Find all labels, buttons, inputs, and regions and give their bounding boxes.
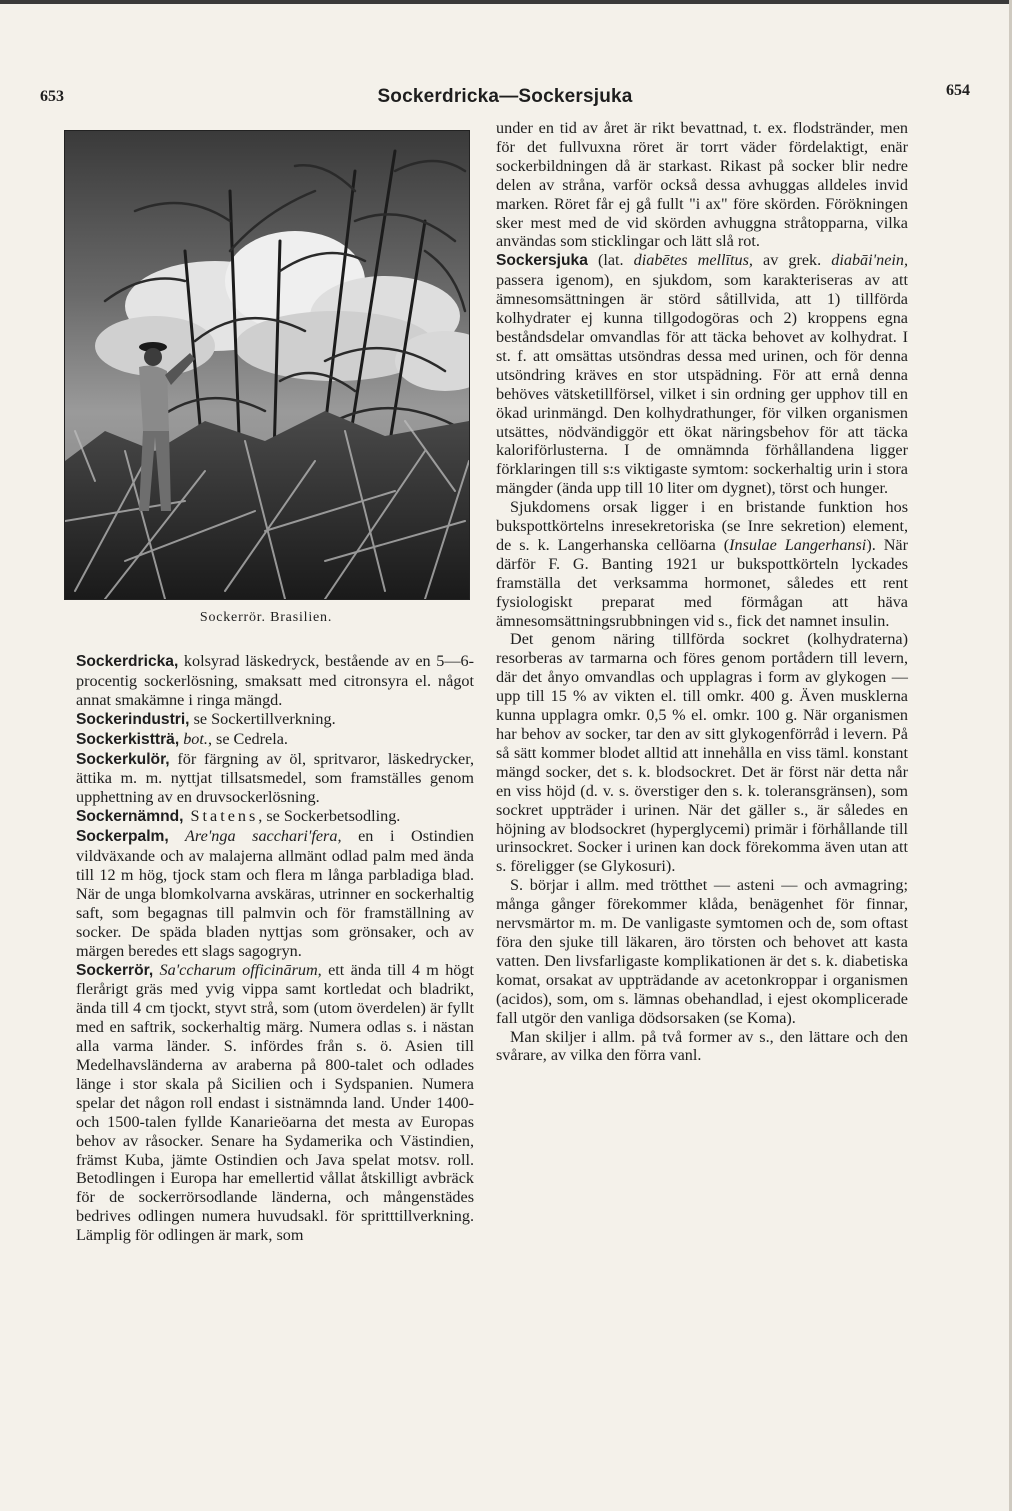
entry-sockerdricka: Sockerdricka, kolsyrad läskedryck, bestående av en 5—6-procentig sockerlösning, smaksatt med citronsyra el. något annat smakämne i ringa mängd. bbox=[76, 652, 474, 709]
page-top-edge bbox=[0, 0, 1012, 4]
headword: Sockerkulör, bbox=[76, 750, 170, 768]
headword: Sockerpalm, bbox=[76, 828, 169, 846]
paragraph-symtom: S. börjar i allm. med trötthet — asteni — och avmagring; många gånger förekommer klåda, benägenhet för finnar, nervsmärtor m. m. De vanligaste symtomen och de, som oftast föra den sjuke till läkaren, äro törsten och behovet att kasta vatten. Den livsfarligaste komplikationen är det s. k. diabetiska komat, orsakat av uppträdande av acetonkroppar i organismen (acidos), som, om s. lämnas obehandlad, i ejest okomplicerade fall utgör den vanliga dödsorsaken (se Koma). bbox=[496, 876, 908, 1027]
page-number-left: 653 bbox=[40, 88, 64, 105]
entry-sockersjuka: Sockersjuka (lat. diabētes mellītus, av grek. diabāi'nein, passera igenom), en sjukdom, som karakteriseras av att ämnesomsättningen är störd såtillvida, att 1) tillförda kolhydrater ej kunna tillgodogöras och 2) kroppens egna beståndsdelar omvandlas för att täcka behovet av kolhydrat. I st. f. att omsättas utsöndras dessa med urinen, och för denna utsöndring kräves en stor utspädning. För att ernå denna behöves vätsketillförsel, vilket i sin ordning ger upphov till en ökad urinmängd. Den kolhydrathunger, för vilken organismen utsättes, nödvändiggör ett ökat näringsbehov för att täcka kaloriförlusterna. I de omnämnda förhållandena ligger förklaringen till s:s viktigaste symtom: sockerhaltig urin i stora mängder (ända upp till 10 liter om dygnet), törst och hunger. bbox=[496, 251, 909, 498]
headword: Sockerkistträ, bbox=[76, 730, 180, 748]
page-header bbox=[40, 82, 970, 116]
headword: Sockernämnd, bbox=[76, 808, 184, 826]
entry-sockerpalm: Sockerpalm, Are'nga sacchari'fera, en i Ostindien vildväxande och av malajerna allmänt odlad palm med ända till 12 m hög, tjock stam och flera m långa parbladiga blad. När de unga blomkolvarna avskäras, utrinner en sockerhaltig saft, som begagnas till palmvin och för framställning av socker. De späda bladen nyttjas som grönsaker, och av märgen beredes ett slags sagogryn. bbox=[76, 827, 474, 960]
right-column bbox=[496, 119, 908, 1065]
entry-sockerkisttra: Sockerkistträ, bot., se Cedrela. bbox=[76, 729, 288, 748]
headword: Sockersjuka bbox=[496, 252, 588, 270]
entry-sockerindustri: Sockerindustri, se Sockertillverkning. bbox=[76, 709, 336, 728]
entry-sockernamnd: Sockernämnd, Statens, se Sockerbetsodling. bbox=[76, 807, 401, 826]
continuation-paragraph: under en tid av året är rikt bevattnad, t. ex. flodstränder, men för det fullvuxna röret är torrt väder fördelaktigt, enär sockerbildningen då är starkast. Rikast på socker blir nedre delen av stråna, varför också dessa avhuggas alldeles invid marken. Röret får ej gå fullt "i ax" före skörden. Förökningen sker mest med de vid skörden avhuggna stråtopparna, vilka användas som sticklingar och lätt slå rot. bbox=[496, 119, 908, 251]
entry-sockerror: Sockerrör, Sa'ccharum officinārum, ett ända till 4 m högt flerårigt gräs med yvig vippa samt kortledat och bladrikt, ända till 4 cm tjockt, styvt strå, som (utom överdelen) är fyllt med en saftrik, sockerhaltig märg. Numera odlas s. i nästan alla varma länder. S. infördes från s. ö. Asien till Medelhavsländerna av araberna på 800-talet och odlades länge i stor skala på Sicilien och i Sydspanien. Numera spelar det någon roll endast i sistnämnda land. Under 1400- och 1500-talen fyllde Kanarieöarna det mesta av Europas behov av råsocker. Senare ha Sydamerika och Västindien, främst Kuba, jämte Ostindien och Java spelat motsv. roll. Betodlingen i Europa har emellertid vållat åtskilligt avbräck för de sockerrörsodlande länderna, och mångenstädes bedrives odlingen numera huvudsakl. för spritttillverkning. Lämplig för odlingen är mark, som bbox=[76, 960, 474, 1245]
sugarcane-photo bbox=[64, 130, 470, 600]
paragraph-orsak: Sjukdomens orsak ligger i en bristande funktion hos bukspottkörtelns inresekretoriska (se Inre sekretion) element, de s. k. Langerhanska cellöarna (Insulae Langerhansi). När därför F. G. Banting 1921 ur bukspottkörteln lyckades framställa det verksamma hormonet, således ett rent fysiologiskt preparat med förmågan att häva ämnesomsättningsrubbningen vid s., fick det namnet insulin. bbox=[496, 498, 908, 630]
running-title: Sockerdricka—Sockersjuka bbox=[377, 86, 633, 107]
paragraph-former: Man skiljer i allm. på två former av s., den lättare och den svårare, av vilka den förra vanl. bbox=[496, 1027, 908, 1065]
page-number-right: 654 bbox=[946, 82, 970, 99]
entry-sockerkulor: Sockerkulör, för färgning av öl, spritvaror, läskedrycker, ättika m. m. nyttjat tillsatsmedel, som framställes genom upphettning av en druvsockerlösning. bbox=[76, 749, 474, 807]
left-column bbox=[76, 652, 474, 1245]
headword: Sockerindustri, bbox=[76, 710, 190, 728]
headword: Sockerrör, bbox=[76, 961, 154, 979]
figure-caption: Sockerrör. Brasilien. bbox=[199, 610, 333, 625]
paragraph-naring: Det genom näring tillförda sockret (kolhydraterna) resorberas av tarmarna och föres genom portådern till levern, där det ånyo omvandlas och upplagras i form av glykogen — upp till 15 % av vikten el. till omkr. 400 g. Även musklerna kunna upplagra omkr. 0,5 % el. omkr. 100 g. När organismen har behov av socker, tar den av sitt glykogenförråd i levern. På så sätt kommer blodet alltid att innehålla en viss täml. konstant mängd socker, det s. k. blodsockret. Det är först när detta når en viss höjd (d. v. s. överstiger den s. k. toleransgränsen), som sockret uppträder i urinen. När det gäller s., är således en höjning av blodsockret (hyperglycemi) primär i förhållande till urinsockret. Socker i urinen kan dock förekomma även utan att s. föreligger (se Glykosuri). bbox=[496, 630, 908, 876]
headword: Sockerdricka, bbox=[76, 653, 179, 670]
